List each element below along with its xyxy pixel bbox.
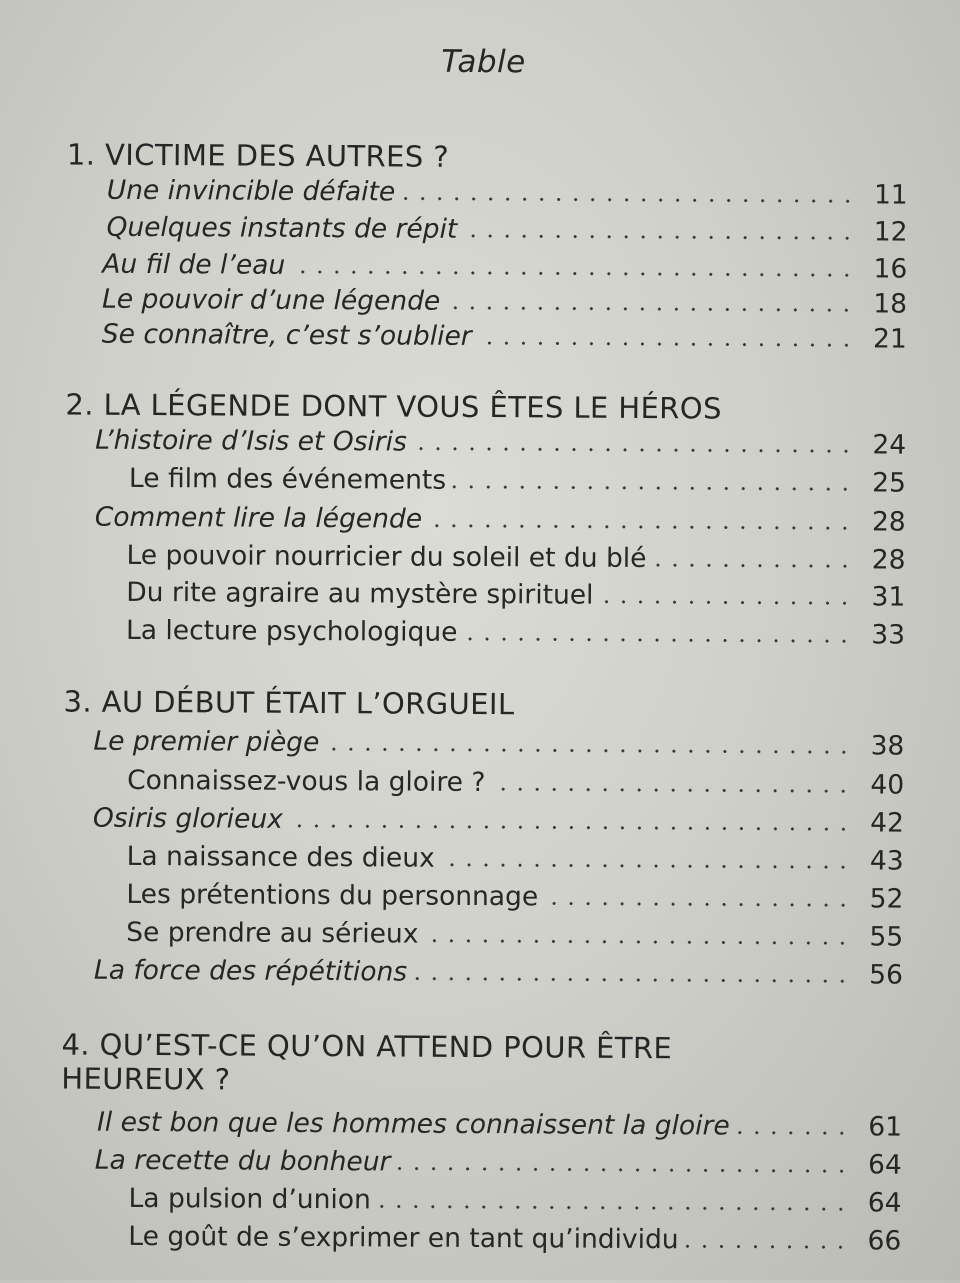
toc-entry xyxy=(126,572,905,613)
dot-leader xyxy=(426,523,854,532)
toc-entry-page: 24 xyxy=(872,429,907,461)
toc-entry xyxy=(95,1140,902,1181)
toc-entry xyxy=(97,1102,902,1143)
dot-leader xyxy=(411,976,851,985)
toc-entry-label: Une invincible défaite xyxy=(106,174,396,208)
dot-leader xyxy=(461,233,855,241)
toc-entry-page: 28 xyxy=(871,506,906,538)
toc-entry-label: La naissance des dieux xyxy=(126,840,435,874)
toc-entry xyxy=(126,535,905,576)
toc-entry-page: 64 xyxy=(867,1187,902,1219)
toc-entry-label: Osiris glorieux xyxy=(92,802,283,835)
page-title: Table xyxy=(441,43,526,81)
dot-leader xyxy=(323,746,852,755)
toc-entry-label: Le premier piège xyxy=(93,725,320,759)
toc-entry-label: Du rite agraire au mystère spirituel xyxy=(126,576,594,611)
toc-entry-label: Le pouvoir nourricier du soleil et du blé xyxy=(126,539,647,575)
toc-entry xyxy=(126,912,903,953)
toc-entry-label: Se prendre au sérieux xyxy=(126,916,419,950)
dot-leader xyxy=(734,1130,850,1137)
toc-entry-label: La force des répétitions xyxy=(93,954,408,988)
dot-leader xyxy=(683,1243,850,1250)
toc-entry-page: 52 xyxy=(869,883,904,915)
dot-leader xyxy=(399,195,856,204)
toc-entry-page: 42 xyxy=(870,807,904,839)
toc-entry-page: 66 xyxy=(867,1225,902,1257)
toc-entry-page: 16 xyxy=(873,253,908,285)
toc-entry xyxy=(127,836,904,877)
toc-entry-label: Le pouvoir d’une légende xyxy=(101,283,441,317)
dot-leader xyxy=(287,823,852,832)
toc-entry-label: Les prétentions du personnage xyxy=(126,878,539,913)
dot-leader xyxy=(394,1165,849,1174)
toc-entry-page: 28 xyxy=(871,544,906,576)
toc-entry-page: 31 xyxy=(871,581,906,613)
toc-entry-page: 21 xyxy=(873,323,907,355)
toc-entry-label: Comment lire la légende xyxy=(94,501,423,535)
dot-leader xyxy=(422,938,851,947)
toc-entry xyxy=(126,610,905,651)
toc-entry-page: 56 xyxy=(869,959,904,991)
toc-entry xyxy=(126,874,903,915)
toc-entry-label: Le goût de s’exprimer en tant qu’individu xyxy=(128,1220,679,1256)
toc-entry-page: 64 xyxy=(867,1149,902,1181)
dot-leader xyxy=(476,340,855,348)
toc-entry xyxy=(129,458,906,499)
toc-entry xyxy=(93,721,904,762)
toc-entry-page: 25 xyxy=(872,467,907,499)
toc-entry-label: Se connaître, c’est s’oublier xyxy=(101,318,472,352)
toc-entry-label: Au fil de l’eau xyxy=(102,248,286,281)
toc-entry xyxy=(95,497,906,538)
toc-entry xyxy=(107,170,908,211)
chapter-heading-4: 4. QU’EST-CE QU’ON ATTEND POUR ÊTRE HEUREUX ? xyxy=(61,1027,673,1097)
toc-entry xyxy=(106,207,907,248)
toc-entry xyxy=(93,798,904,839)
dot-leader xyxy=(444,305,855,314)
dot-leader xyxy=(597,599,853,607)
dot-leader xyxy=(461,636,853,644)
toc-entry-page: 55 xyxy=(869,921,904,953)
toc-entry xyxy=(128,1216,901,1257)
toc-entry xyxy=(94,950,903,991)
toc-entry xyxy=(95,420,906,461)
dot-leader xyxy=(411,446,854,455)
toc-entry-label: La recette du bonheur xyxy=(94,1144,391,1178)
toc-entry-page: 33 xyxy=(871,619,906,651)
toc-entry-label: La lecture psychologique xyxy=(125,614,458,648)
dot-leader xyxy=(542,900,851,908)
toc-entry-page: 43 xyxy=(869,845,904,877)
chapter-heading-1: 1. VICTIME DES AUTRES ? xyxy=(66,137,450,174)
toc-entry-label: La pulsion d’union xyxy=(128,1182,371,1216)
chapter-heading-3: 3. AU DÉBUT ÉTAIT L’ORGUEIL xyxy=(63,684,515,722)
toc-entry-label: Il est bon que les hommes connaissent la gloire xyxy=(96,1106,730,1142)
toc-entry-label: L’histoire d’Isis et Osiris xyxy=(95,424,407,458)
toc-entry-label: Quelques instants de répit xyxy=(106,211,458,245)
toc-entry xyxy=(102,314,907,355)
toc-entry xyxy=(127,760,904,801)
toc-entry-page: 40 xyxy=(870,769,905,801)
toc-entry-page: 38 xyxy=(870,730,905,762)
dot-leader xyxy=(375,1203,850,1212)
toc-entry xyxy=(128,1178,901,1219)
dot-leader xyxy=(289,269,855,278)
toc-entry-label: Le film des événements xyxy=(128,462,447,496)
toc-entry-page: 61 xyxy=(868,1111,903,1143)
toc-entry-page: 11 xyxy=(873,179,908,211)
dot-leader xyxy=(650,562,853,569)
dot-leader xyxy=(450,484,854,492)
dot-leader xyxy=(489,786,852,794)
toc-entry-label: Connaissez-vous la gloire ? xyxy=(127,764,486,799)
toc-entry-page: 12 xyxy=(873,216,908,248)
chapter-heading-2: 2. LA LÉGENDE DONT VOUS ÊTES LE HÉROS xyxy=(65,387,722,426)
dot-leader xyxy=(439,862,852,871)
toc-entry-page: 18 xyxy=(873,288,908,320)
